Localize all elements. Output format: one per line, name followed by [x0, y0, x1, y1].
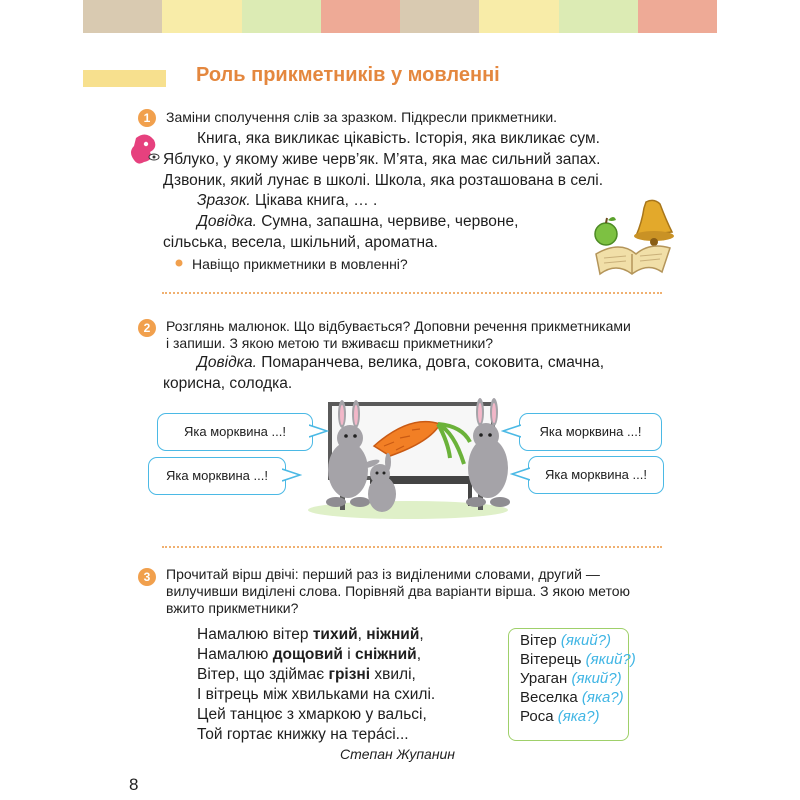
question-word: (який?)	[560, 632, 612, 649]
speech-bubble: Яка морквина ...!	[519, 413, 662, 451]
task2-hint-line2: корисна, солодка.	[163, 375, 293, 392]
poem-line: Той гортає книжку на терáсі...	[197, 726, 409, 743]
task1-question: Навіщо прикметники в мовленні?	[192, 256, 408, 272]
strip-segment	[400, 0, 479, 33]
poem-line	[197, 644, 421, 666]
hint-text: Сумна, запашна, червиве, червоне,	[256, 213, 519, 230]
poem-text: Намалюю	[197, 646, 273, 663]
speech-bubble: Яка морквина ...!	[157, 413, 313, 451]
strip-segment	[83, 0, 162, 33]
strip-segment	[321, 0, 400, 33]
task2-instruction: Розглянь малюнок. Що відбувається? Доповни речення прикметниками	[166, 318, 631, 334]
hint-label: Довідка.	[197, 213, 257, 230]
word-row	[509, 631, 628, 650]
question-word: (який?)	[571, 670, 622, 687]
word-row	[509, 669, 628, 688]
word: Вітерець	[520, 651, 582, 668]
poem-text: Намалюю вітер	[197, 626, 313, 643]
word-row	[509, 688, 628, 707]
task-number-badge: 1	[138, 109, 156, 127]
bubble-tail	[309, 424, 329, 438]
task-number-badge: 2	[138, 319, 156, 337]
poem-line: І вітрець між хвильками на схилі.	[197, 686, 436, 703]
sample-label: Зразок.	[197, 192, 251, 209]
poem-bold-word: ніжний	[366, 626, 420, 643]
title-accent-bar	[83, 70, 166, 87]
poem-text: ,	[357, 626, 367, 643]
poem-text: хвилі,	[370, 666, 416, 683]
task2-hint	[197, 352, 604, 374]
book-apple-bell-illustration	[588, 198, 683, 280]
section-divider	[162, 292, 662, 294]
poem-line: Цей танцює з хмаркою у вальсі,	[197, 706, 427, 723]
rabbits-carrot-illustration	[300, 398, 515, 526]
poem-text: ,	[416, 646, 422, 663]
strip-segment	[479, 0, 558, 33]
poem-text: і	[342, 646, 355, 663]
task1-hint-line2: сільська, весела, шкільний, ароматна.	[163, 234, 438, 251]
word: Веселка	[520, 689, 578, 706]
word: Ураган	[520, 670, 568, 687]
task1-text-line: Дзвоник, який лунає в школі. Школа, яка розташована в селі.	[163, 172, 604, 189]
poem-line	[197, 664, 416, 686]
task1-sample	[197, 190, 377, 212]
speech-mascot-icon	[128, 132, 164, 172]
page-number: 8	[129, 775, 139, 794]
speech-bubble: Яка морквина ...!	[528, 456, 664, 494]
poem-bold-word: дощовий	[272, 646, 343, 663]
word-row	[509, 650, 636, 669]
page-title: Роль прикметників у мовленні	[196, 64, 500, 86]
strip-segment	[559, 0, 638, 33]
bubble-tail	[501, 424, 521, 438]
word: Вітер	[520, 632, 557, 649]
poem-author: Степан Жупанин	[340, 746, 456, 762]
task1-text-line: Книга, яка викликає цікавість. Історія, яка викликає сум.	[197, 130, 600, 147]
poem-text: ,	[419, 626, 424, 643]
task3-instruction: Прочитай вірш двічі: перший раз із виділеними словами, другий —	[166, 566, 600, 582]
question-word: (яка?)	[557, 708, 600, 725]
bullet-dot	[175, 259, 183, 267]
hint-label: Довідка.	[197, 354, 257, 371]
section-divider	[162, 546, 662, 548]
task1-instruction: Заміни сполучення слів за зразком. Підкресли прикметники.	[166, 109, 558, 125]
word-row	[509, 707, 628, 726]
bubble-tail	[282, 468, 302, 482]
word-question-box	[508, 628, 636, 741]
task1-hint	[197, 211, 518, 233]
word: Роса	[520, 708, 554, 725]
strip-segment	[162, 0, 241, 33]
task3-instruction: вжито прикметники?	[166, 600, 299, 616]
question-word: (який?)	[585, 651, 636, 668]
question-word: (яка?)	[581, 689, 624, 706]
task2-instruction: і запиши. З якою метою ти вживаєш прикметники?	[166, 335, 494, 351]
sample-text: Цікава книга, … .	[250, 192, 378, 209]
task-number-badge: 3	[138, 568, 156, 586]
task3-instruction: вилучивши виділені слова. Порівняй два варіанти вірша. З якою метою	[166, 583, 631, 599]
strip-segment	[638, 0, 717, 33]
speech-bubble: Яка морквина ...!	[148, 457, 286, 495]
poem-line	[197, 624, 424, 646]
task1-text-line: Яблуко, у якому живе черв’як. М’ята, яка має сильний запах.	[163, 151, 601, 168]
bubble-tail	[510, 467, 530, 481]
poem-bold-word: сніжний	[355, 646, 417, 663]
top-color-strip	[83, 0, 717, 33]
poem-bold-word: тихий	[312, 626, 358, 643]
poem-bold-word: грізні	[328, 666, 371, 683]
strip-segment	[242, 0, 321, 33]
hint-text: Помаранчева, велика, довга, соковита, смачна,	[256, 354, 605, 371]
poem-text: Вітер, що здіймає	[197, 666, 329, 683]
